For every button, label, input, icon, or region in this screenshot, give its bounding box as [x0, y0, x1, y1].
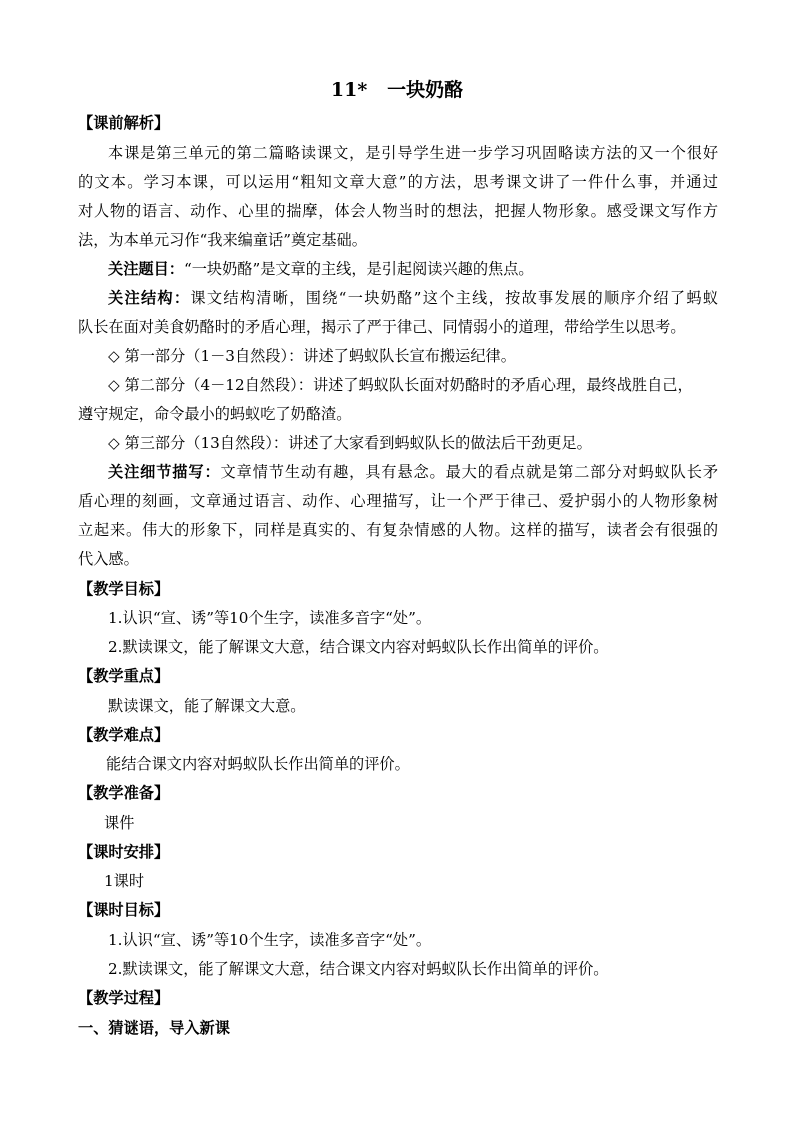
focus-structure-text-1: 课文结构清晰，围绕“一块奶酪”这个主线，按故事发展的顺序介绍了蚂蚁: [190, 289, 719, 307]
section-heading-period-goals: 【课时目标】: [78, 901, 170, 919]
process-section-1-title: 一、猜谜语，导入新课: [78, 1019, 230, 1037]
focus-detail-text-1: 文章情节生动有趣，具有悬念。最大的看点就是第二部分对蚂蚁队长矛: [220, 463, 719, 481]
focus-title-text: “一块奶酪”是文章的主线，是引起阅读兴趣的焦点。: [183, 260, 534, 278]
intro-line-2: 的文本。学习本课，可以运用“粗知文章大意”的方法，思考课文讲了一件什么事，并通过: [78, 173, 718, 191]
preparation-text: 课件: [104, 814, 135, 832]
section-heading-process: 【教学过程】: [78, 989, 170, 1007]
focus-detail-line-4: 代入感。: [78, 550, 139, 568]
goal-item-2: 2.默读课文，能了解课文大意，结合课文内容对蚂蚁队长作出简单的评价。: [108, 638, 609, 656]
focus-detail-line-1: [108, 461, 718, 483]
focus-title-label: 关注题目：: [108, 260, 184, 278]
page-title: 11* 一块奶酪: [330, 79, 464, 101]
focus-title-paragraph: [108, 258, 748, 280]
section-heading-key-points: 【教学重点】: [78, 667, 170, 685]
section-heading-preparation: 【教学准备】: [78, 784, 170, 802]
goal-item-1: 1.认识“宣、诱”等10个生字，读准多音字“处”。: [108, 609, 432, 627]
schedule-text: 1课时: [104, 872, 145, 890]
intro-line-3: 对人物的语言、动作、心里的揣摩，体会人物当时的想法，把握人物形象。感受课文写作方: [78, 202, 718, 220]
focus-detail-label: 关注细节描写：: [108, 463, 221, 481]
key-points-text: 默读课文，能了解课文大意。: [108, 697, 306, 715]
intro-line-4: 法，为本单元习作“我来编童话”奠定基础。: [78, 231, 367, 249]
focus-structure-line-1: [108, 287, 718, 309]
part-2-line-2: 遵守规定，命令最小的蚂蚁吃了奶酪渣。: [78, 405, 352, 423]
part-3: ◇ 第三部分（13自然段）：讲述了大家看到蚂蚁队长的做法后干劲更足。: [108, 434, 592, 452]
section-heading-schedule: 【课时安排】: [78, 843, 170, 861]
part-2-line-1: ◇ 第二部分（4－12自然段）：讲述了蚂蚁队长面对奶酪时的矛盾心理，最终战胜自己，: [108, 376, 693, 394]
section-heading-difficulties: 【教学难点】: [78, 726, 170, 744]
focus-structure-line-2: 队长在面对美食奶酪时的矛盾心理，揭示了严于律己、同情弱小的道理，带给学生以思考。: [78, 318, 686, 336]
focus-detail-line-3: 立起来。伟大的形象下，同样是真实的、有复杂情感的人物。这样的描写，读者会有很强的: [78, 521, 718, 539]
difficulties-text: 能结合课文内容对蚂蚁队长作出简单的评价。: [106, 755, 410, 773]
focus-detail-line-2: 盾心理的刻画，文章通过语言、动作、心理描写，让一个严于律己、爱护弱小的人物形象树: [78, 492, 718, 510]
period-goal-item-2: 2.默读课文，能了解课文大意，结合课文内容对蚂蚁队长作出简单的评价。: [108, 960, 609, 978]
part-1: ◇ 第一部分（1－3自然段）：讲述了蚂蚁队长宣布搬运纪律。: [108, 347, 516, 365]
focus-structure-label: 关注结构：: [108, 289, 191, 307]
period-goal-item-1: 1.认识“宣、诱”等10个生字，读准多音字“处”。: [108, 931, 432, 949]
intro-line-1: 本课是第三单元的第二篇略读课文，是引导学生进一步学习巩固略读方法的又一个很好: [108, 144, 718, 162]
section-heading-goals: 【教学目标】: [78, 580, 170, 598]
section-heading-pre-analysis: 【课前解析】: [78, 114, 170, 132]
